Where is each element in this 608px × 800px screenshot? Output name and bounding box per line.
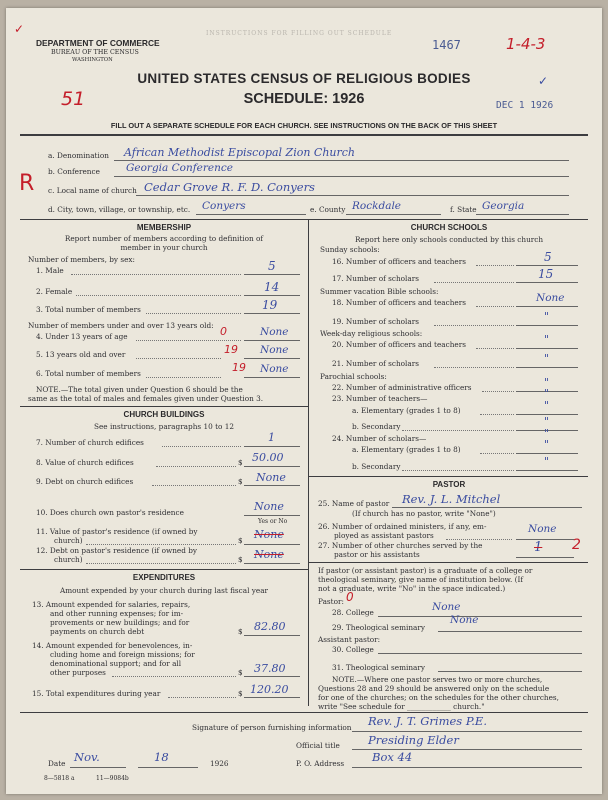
po-address-value[interactable]: Box 44 <box>372 750 413 764</box>
q24b-value[interactable]: " <box>544 455 550 468</box>
field-underline <box>244 466 300 467</box>
q4-label: 4. Under 13 years of age <box>36 332 128 341</box>
q5-label: 5. 13 years old and over <box>36 350 126 359</box>
q24b-label: b. Secondary <box>352 462 401 471</box>
q23a-value[interactable]: " <box>544 399 550 412</box>
field-underline <box>516 282 578 283</box>
dot-leader <box>76 295 241 296</box>
pastor-note-4: write "See schedule for ____________ church." <box>318 702 485 711</box>
divider <box>20 134 588 136</box>
field-underline <box>378 653 582 654</box>
q15-label: 15. Total expenditures during year <box>32 689 161 698</box>
q30-label: 30. College <box>332 645 374 654</box>
divider <box>20 406 308 407</box>
date-label: Date <box>48 759 66 768</box>
field-underline <box>244 377 300 378</box>
po-address-label: P. O. Address <box>296 759 345 768</box>
q1-value[interactable]: 5 <box>268 259 276 273</box>
field-underline <box>378 616 582 617</box>
divider <box>20 569 308 570</box>
q24-label: 24. Number of scholars— <box>332 434 427 443</box>
buildings-heading: CHURCH BUILDINGS <box>123 410 205 419</box>
q26-value[interactable]: None <box>528 523 557 535</box>
pastor-note-1: NOTE.—Where one pastor serves two or more churches, <box>332 675 543 684</box>
q17-label: 17. Number of scholars <box>332 274 419 283</box>
q10-value[interactable]: None <box>254 500 284 513</box>
membership-note-1: NOTE.—The total given under Question 6 should be the <box>36 385 243 394</box>
q18-value[interactable]: None <box>536 292 565 304</box>
dot-leader <box>482 391 514 392</box>
q25-note: (If church has no pastor, write "None") <box>352 509 496 518</box>
graduate-instruction-2: theological seminary, give name of institution below. (If <box>318 575 524 584</box>
membership-note-2: same as the total of males and females given under Question 3. <box>28 394 264 403</box>
q21-label: 21. Number of scholars <box>332 359 419 368</box>
state-label: f. State <box>450 205 477 214</box>
q8-value[interactable]: 50.00 <box>252 451 284 464</box>
q13-label-1: 13. Amount expended for salaries, repairs, <box>32 600 191 609</box>
dot-leader <box>146 377 221 378</box>
q6-label: 6. Total number of members <box>36 369 141 378</box>
divider <box>309 476 588 477</box>
field-underline <box>516 348 578 349</box>
q14-label-4: other purposes <box>50 668 106 677</box>
field-underline <box>114 176 569 177</box>
field-underline <box>516 306 578 307</box>
expenditures-intro: Amount expended by your church during last fiscal year <box>59 586 269 595</box>
dot-leader <box>152 485 236 486</box>
dot-leader <box>136 340 241 341</box>
general-instruction: FILL OUT A SEPARATE SCHEDULE FOR EACH CHURCH. SEE INSTRUCTIONS ON THE BACK OF THIS SHEET <box>110 121 498 130</box>
field-underline <box>244 446 300 447</box>
q29-value[interactable]: None <box>450 614 479 626</box>
field-underline <box>438 631 582 632</box>
city-value[interactable]: Conyers <box>202 200 246 212</box>
q7-label: 7. Number of church edifices <box>36 438 144 447</box>
denomination-label: a. Denomination <box>48 151 109 160</box>
q31-label: 31. Theological seminary <box>332 663 425 672</box>
divider <box>20 712 588 713</box>
q20-label: 20. Number of officers and teachers <box>332 340 466 349</box>
q11-label-1: 11. Value of pastor's residence (if owned by <box>36 527 198 536</box>
q27-value[interactable]: 1 <box>534 540 543 555</box>
q29-label: 29. Theological seminary <box>332 623 425 632</box>
date-day[interactable]: 18 <box>154 750 169 764</box>
field-underline <box>352 731 582 732</box>
faint-bleed-text: INSTRUCTIONS FOR FILLING OUT SCHEDULE <box>206 30 393 37</box>
checkmark-icon: ✓ <box>14 22 25 36</box>
q11-label-2: church) <box>54 536 83 545</box>
q24a-label: a. Elementary (grades 1 to 8) <box>352 445 461 454</box>
field-underline <box>244 676 300 677</box>
q14-label-1: 14. Amount expended for benevolences, in- <box>32 641 193 650</box>
conference-value[interactable]: Georgia Conference <box>126 162 233 174</box>
q14-label-2: cluding home and foreign missions; for <box>50 650 195 659</box>
buildings-intro: See instructions, paragraphs 10 to 12 <box>93 422 235 431</box>
membership-intro-1: Report number of members according to definition of <box>64 234 264 243</box>
city-label: d. City, town, village, or township, etc. <box>48 205 191 214</box>
dot-leader <box>480 453 514 454</box>
dot-leader <box>476 265 514 266</box>
field-underline <box>244 563 300 564</box>
field-underline <box>516 539 574 540</box>
graduate-instruction-3: not a graduate, write "No" in the space indicated.) <box>318 584 506 593</box>
q27-label-2: pastor or his assistants <box>334 550 420 559</box>
field-underline <box>136 195 569 196</box>
pastor-red-mark: 0 <box>346 590 354 604</box>
dot-leader <box>71 274 241 275</box>
checkmark-icon: ✓ <box>538 74 549 88</box>
q23-label: 23. Number of teachers— <box>332 394 428 403</box>
q14-label-3: denominational support; and for all <box>50 659 182 668</box>
q12-label-2: church) <box>54 555 83 564</box>
q6-red-note: 19 <box>232 361 246 374</box>
q4-red-note: 0 <box>220 325 227 338</box>
field-underline <box>244 340 300 341</box>
q13-label-3: provements or new buildings; and for <box>50 618 190 627</box>
form-subtitle: SCHEDULE: 1926 <box>243 91 365 107</box>
q10-label: 10. Does church own pastor's residence <box>36 508 184 517</box>
q1-label: 1. Male <box>36 266 64 275</box>
dollar-sign: $ <box>238 536 243 545</box>
q24a-value[interactable]: " <box>544 438 550 451</box>
field-underline <box>392 507 582 508</box>
local-name-label: c. Local name of church <box>48 186 137 195</box>
q20-value[interactable]: " <box>544 333 550 346</box>
q14-value[interactable]: 37.80 <box>254 662 286 675</box>
official-title-value[interactable]: Presiding Elder <box>368 733 459 747</box>
received-date-stamp: DEC 1 1926 <box>496 100 554 111</box>
q25-value[interactable]: Rev. J. L. Mitchel <box>402 492 501 506</box>
q11-value[interactable]: None <box>254 528 284 541</box>
dot-leader <box>86 544 236 545</box>
dollar-sign: $ <box>238 555 243 564</box>
sunday-label: Sunday schools: <box>320 245 380 254</box>
field-underline <box>346 214 441 215</box>
q8-label: 8. Value of church edifices <box>36 458 134 467</box>
q9-label: 9. Debt on church edifices <box>36 477 134 486</box>
dot-leader <box>86 563 236 564</box>
census-schedule-sheet <box>6 8 602 794</box>
q23-value[interactable]: " <box>544 387 550 400</box>
dollar-sign: $ <box>238 458 243 467</box>
q2-label: 2. Female <box>36 287 73 296</box>
dot-leader <box>434 367 514 368</box>
dollar-sign: $ <box>238 689 243 698</box>
department-name: DEPARTMENT OF COMMERCE <box>36 38 160 48</box>
local-name-value[interactable]: Cedar Grove R. F. D. Conyers <box>144 180 315 194</box>
q13-value[interactable]: 82.80 <box>254 620 286 633</box>
q28-label: 28. College <box>332 608 374 617</box>
divider <box>20 219 588 220</box>
field-underline <box>352 767 582 768</box>
schools-intro: Report here only schools conducted by this church <box>354 235 544 244</box>
by-sex-label: Number of members, by sex: <box>28 255 135 264</box>
q25-label: 25. Name of pastor <box>318 499 390 508</box>
red-code-annotation: 1-4-3 <box>506 35 546 53</box>
field-underline <box>244 697 300 698</box>
age-intro: Number of members under and over 13 years old: <box>28 321 214 330</box>
q26-label-1: 26. Number of ordained ministers, if any, em- <box>318 522 487 531</box>
q2-value[interactable]: 14 <box>264 280 280 294</box>
q12-value[interactable]: None <box>254 548 284 561</box>
field-underline <box>114 160 569 161</box>
print-code: 8—5818 a <box>44 775 75 782</box>
dot-leader <box>146 313 241 314</box>
pastor-sub-label: Pastor: <box>318 597 344 606</box>
q27-red-correction: 2 <box>572 537 581 553</box>
q17-value[interactable]: 15 <box>538 267 554 281</box>
dot-leader <box>480 414 514 415</box>
denomination-value[interactable]: African Methodist Episcopal Zion Church <box>124 146 356 159</box>
field-underline <box>70 767 126 768</box>
field-underline <box>244 635 300 636</box>
dot-leader <box>402 430 514 431</box>
q26-label-2: ployed as assistant pastors <box>334 531 434 540</box>
red-schedule-number: 51 <box>61 88 86 110</box>
divider <box>309 562 588 563</box>
field-underline <box>516 453 578 454</box>
q15-value[interactable]: 120.20 <box>250 683 289 696</box>
bureau-city: WASHINGTON <box>72 57 113 63</box>
q7-value[interactable]: 1 <box>268 431 275 444</box>
q3-label: 3. Total number of members <box>36 305 141 314</box>
q23b-label: b. Secondary <box>352 422 401 431</box>
q16-label: 16. Number of officers and teachers <box>332 257 466 266</box>
date-year: 1926 <box>210 759 229 768</box>
field-underline <box>244 295 300 296</box>
dot-leader <box>476 348 514 349</box>
field-underline <box>138 767 198 768</box>
field-underline <box>244 544 300 545</box>
parochial-label: Parochial schools: <box>320 372 387 381</box>
field-underline <box>244 515 300 516</box>
field-underline <box>244 485 300 486</box>
q5-value[interactable]: None <box>260 344 289 356</box>
q12-label-1: 12. Debt on pastor's residence (if owned by <box>36 546 198 555</box>
official-title-label: Official title <box>296 741 340 750</box>
field-underline <box>196 214 306 215</box>
summer-label: Summer vacation Bible schools: <box>320 287 439 296</box>
pastor-note-2: Questions 28 and 29 should be answered only on the schedule <box>318 684 550 693</box>
q9-value[interactable]: None <box>256 471 286 484</box>
field-underline <box>438 671 582 672</box>
dot-leader <box>402 470 514 471</box>
schools-heading: CHURCH SCHOOLS <box>410 223 488 232</box>
field-underline <box>476 214 569 215</box>
dot-leader <box>112 676 236 677</box>
signature-label: Signature of person furnishing information <box>192 723 352 732</box>
field-underline <box>244 274 300 275</box>
dot-leader <box>434 325 514 326</box>
graduate-instruction-1: If pastor (or assistant pastor) is a graduate of a college or <box>318 566 533 575</box>
yes-no-hint: Yes or No <box>258 518 288 525</box>
bureau-name: BUREAU OF THE CENSUS <box>51 49 139 56</box>
field-underline <box>244 313 300 314</box>
form-title: UNITED STATES CENSUS OF RELIGIOUS BODIES <box>137 71 471 86</box>
column-divider <box>308 220 309 706</box>
q13-label-2: and other running expenses; for im- <box>50 609 184 618</box>
q16-value[interactable]: 5 <box>544 250 552 264</box>
dot-leader <box>434 282 514 283</box>
dot-leader <box>156 466 236 467</box>
field-underline <box>516 470 578 471</box>
dot-leader <box>446 539 512 540</box>
field-underline <box>516 265 578 266</box>
q5-red-note: 19 <box>224 343 238 356</box>
expenditures-heading: EXPENDITURES <box>132 573 196 582</box>
q27-label-1: 27. Number of other churches served by the <box>318 541 483 550</box>
conference-label: b. Conference <box>48 167 100 176</box>
state-value[interactable]: Georgia <box>482 200 525 212</box>
dot-leader <box>136 358 221 359</box>
q4-value[interactable]: None <box>260 326 289 338</box>
print-code-2: 11—9084b <box>96 775 129 782</box>
county-value[interactable]: Rockdale <box>352 200 402 212</box>
dot-leader <box>168 697 236 698</box>
q24-value[interactable]: " <box>544 427 550 440</box>
q23b-value[interactable]: " <box>544 415 550 428</box>
q23a-label: a. Elementary (grades 1 to 8) <box>352 406 461 415</box>
q22-value[interactable]: " <box>544 376 550 389</box>
pastor-heading: PASTOR <box>432 480 466 489</box>
membership-heading: MEMBERSHIP <box>136 223 192 232</box>
schedule-stamp-number: 1467 <box>432 38 461 52</box>
signature-value[interactable]: Rev. J. T. Grimes P.E. <box>368 714 487 728</box>
q21-value[interactable]: " <box>544 352 550 365</box>
dot-leader <box>162 446 241 447</box>
field-underline <box>516 325 578 326</box>
pastor-note-3: for one of the churches; on the schedules for the other churches, <box>318 693 559 702</box>
q18-label: 18. Number of officers and teachers <box>332 298 466 307</box>
q19-label: 19. Number of scholars <box>332 317 419 326</box>
dollar-sign: $ <box>238 668 243 677</box>
q22-label: 22. Number of administrative officers <box>332 383 472 392</box>
field-underline <box>516 367 578 368</box>
dollar-sign: $ <box>238 627 243 636</box>
dollar-sign: $ <box>238 477 243 486</box>
red-bracket-mark: R <box>19 171 35 196</box>
county-label: e. County <box>310 205 346 214</box>
q13-label-4: payments on church debt <box>50 627 145 636</box>
q19-value[interactable]: " <box>544 310 550 323</box>
weekday-label: Week-day religious schools: <box>320 329 423 338</box>
q6-value[interactable]: None <box>260 363 289 375</box>
date-month[interactable]: Nov. <box>74 750 100 764</box>
assistant-label: Assistant pastor: <box>318 635 381 644</box>
q3-value[interactable]: 19 <box>262 298 278 312</box>
membership-intro-2: member in your church <box>120 243 208 252</box>
field-underline <box>516 557 574 558</box>
q28-value[interactable]: None <box>432 601 461 613</box>
field-underline <box>244 358 300 359</box>
dot-leader <box>476 306 514 307</box>
